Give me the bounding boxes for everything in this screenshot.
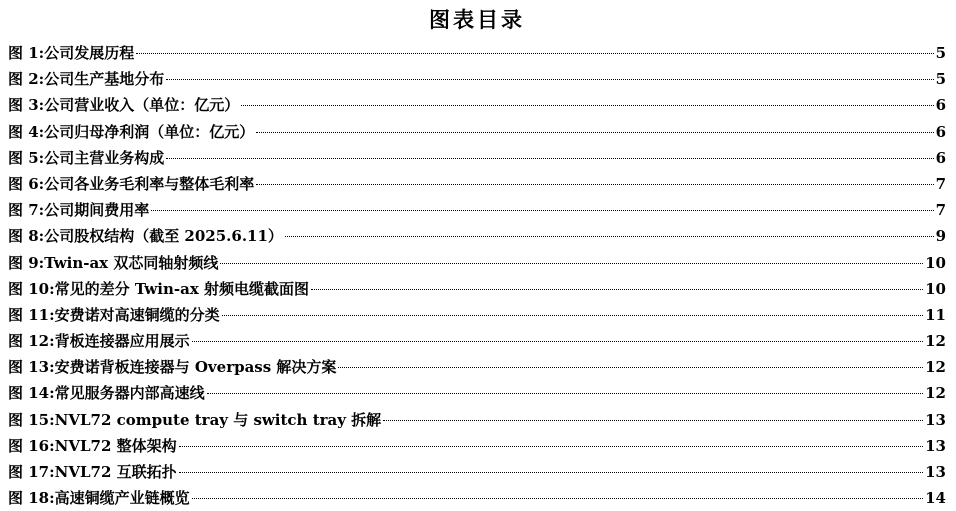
toc-entry-page-number: 6	[935, 122, 946, 141]
toc-entry-caption: 背板连接器应用展示	[54, 332, 190, 351]
toc-entry-caption: 公司生产基地分布	[44, 70, 165, 89]
toc-entry-page-number: 10	[925, 253, 946, 272]
toc-dot-leader	[166, 79, 933, 80]
toc-entry-label: 图 11:	[8, 305, 55, 324]
toc-entry-caption: 公司发展历程	[44, 44, 135, 62]
toc-entry-page-number: 11	[925, 305, 946, 324]
toc-entry-page-number: 12	[925, 332, 946, 351]
toc-entry[interactable]	[8, 119, 946, 145]
toc-entry[interactable]	[8, 250, 946, 276]
toc-dot-leader	[179, 446, 923, 447]
toc-dot-leader	[241, 105, 933, 106]
toc-dot-leader	[220, 263, 923, 264]
toc-entry-caption: Twin-ax 双芯同轴射频线	[44, 253, 219, 272]
toc-entry-page-number: 12	[925, 384, 946, 403]
toc-entry-label: 图 6:	[8, 174, 45, 193]
toc-dot-leader	[338, 367, 923, 368]
toc-dot-leader	[179, 472, 923, 473]
toc-entry-label: 图 8:	[8, 227, 45, 246]
toc-entry-caption: 常见的差分 Twin-ax 射频电缆截面图	[54, 279, 310, 298]
toc-entry-label: 图 3:	[8, 96, 45, 115]
toc-entry[interactable]	[8, 197, 946, 223]
toc-entry-caption: 公司主营业务构成	[44, 148, 165, 167]
toc-entry-label: 图 14:	[8, 384, 55, 403]
toc-entry[interactable]	[8, 92, 946, 118]
toc-entry-page-number: 6	[935, 148, 946, 167]
toc-entry-label: 图 4:	[8, 122, 45, 141]
toc-entry-page-number: 6	[935, 96, 946, 115]
toc-entry-caption: 常见服务器内部高速线	[54, 384, 205, 403]
toc-entry[interactable]	[8, 276, 946, 302]
toc-entry-page-number: 14	[925, 489, 946, 508]
toc-entry-label: 图 16:	[8, 436, 55, 455]
toc-entry-label: 图 1:	[8, 44, 45, 62]
toc-entry-label: 图 13:	[8, 358, 55, 377]
toc-entry-page-number: 9	[935, 227, 946, 246]
toc-entry-label: 图 10:	[8, 279, 55, 298]
toc-entry[interactable]	[8, 485, 946, 511]
toc-dot-leader	[192, 498, 923, 499]
toc-entry-label: 图 9:	[8, 253, 45, 272]
toc-dot-leader	[151, 210, 933, 211]
toc-entry[interactable]	[8, 407, 946, 433]
toc-entry-caption: 公司期间费用率	[44, 201, 150, 220]
toc-dot-leader	[136, 53, 933, 54]
toc-entry-page-number: 5	[935, 44, 946, 62]
toc-entry[interactable]	[8, 223, 946, 249]
toc-dot-leader	[166, 158, 933, 159]
toc-entry-page-number: 7	[935, 174, 946, 193]
toc-entry-caption: 高速铜缆产业链概览	[54, 489, 190, 508]
toc-title: 图表目录	[429, 7, 525, 32]
toc-entry[interactable]	[8, 171, 946, 197]
toc-entry-label: 图 18:	[8, 489, 55, 508]
toc-entry-caption: 安费诺背板连接器与 Overpass 解决方案	[54, 358, 337, 377]
toc-entry-caption: 公司各业务毛利率与整体毛利率	[44, 174, 255, 193]
toc-entry-label: 图 5:	[8, 148, 45, 167]
toc-entry[interactable]	[8, 354, 946, 380]
toc-entry-page-number: 13	[925, 436, 946, 455]
toc-list	[8, 40, 946, 511]
toc-entry[interactable]	[8, 380, 946, 406]
toc-entry-page-number: 7	[935, 201, 946, 220]
toc-entry-label: 图 2:	[8, 70, 45, 89]
toc-entry[interactable]	[8, 145, 946, 171]
toc-entry-page-number: 13	[925, 463, 946, 481]
toc-dot-leader	[383, 420, 923, 421]
toc-entry-caption: 公司归母净利润（单位：亿元）	[44, 122, 255, 141]
toc-dot-leader	[256, 184, 933, 185]
toc-entry-caption: 安费诺对高速铜缆的分类	[54, 305, 220, 324]
toc-entry-page-number: 13	[925, 410, 946, 429]
toc-entry-label: 图 17:	[8, 463, 55, 481]
toc-dot-leader	[285, 236, 934, 237]
toc-entry[interactable]	[8, 433, 946, 459]
toc-entry-label: 图 12:	[8, 332, 55, 351]
toc-entry-caption: NVL72 整体架构	[54, 436, 177, 455]
toc-entry-caption: NVL72 compute tray 与 switch tray 拆解	[54, 410, 382, 429]
toc-dot-leader	[311, 289, 923, 290]
toc-dot-leader	[207, 393, 923, 394]
toc-entry[interactable]	[8, 459, 946, 485]
toc-dot-leader	[222, 315, 923, 316]
toc-entry-label: 图 15:	[8, 410, 55, 429]
toc-entry-caption: 公司营业收入（单位：亿元）	[44, 96, 240, 115]
toc-entry-page-number: 10	[925, 279, 946, 298]
toc-entry-caption: 公司股权结构（截至 2025.6.11）	[44, 227, 283, 246]
toc-dot-leader	[192, 341, 923, 342]
toc-entry-label: 图 7:	[8, 201, 45, 220]
toc-entry[interactable]	[8, 328, 946, 354]
toc-entry[interactable]	[8, 40, 946, 66]
toc-entry-page-number: 12	[925, 358, 946, 377]
toc-entry-page-number: 5	[935, 70, 946, 89]
toc-entry[interactable]	[8, 66, 946, 92]
toc-dot-leader	[256, 132, 933, 133]
toc-entry[interactable]	[8, 302, 946, 328]
toc-entry-caption: NVL72 互联拓扑	[54, 463, 177, 481]
